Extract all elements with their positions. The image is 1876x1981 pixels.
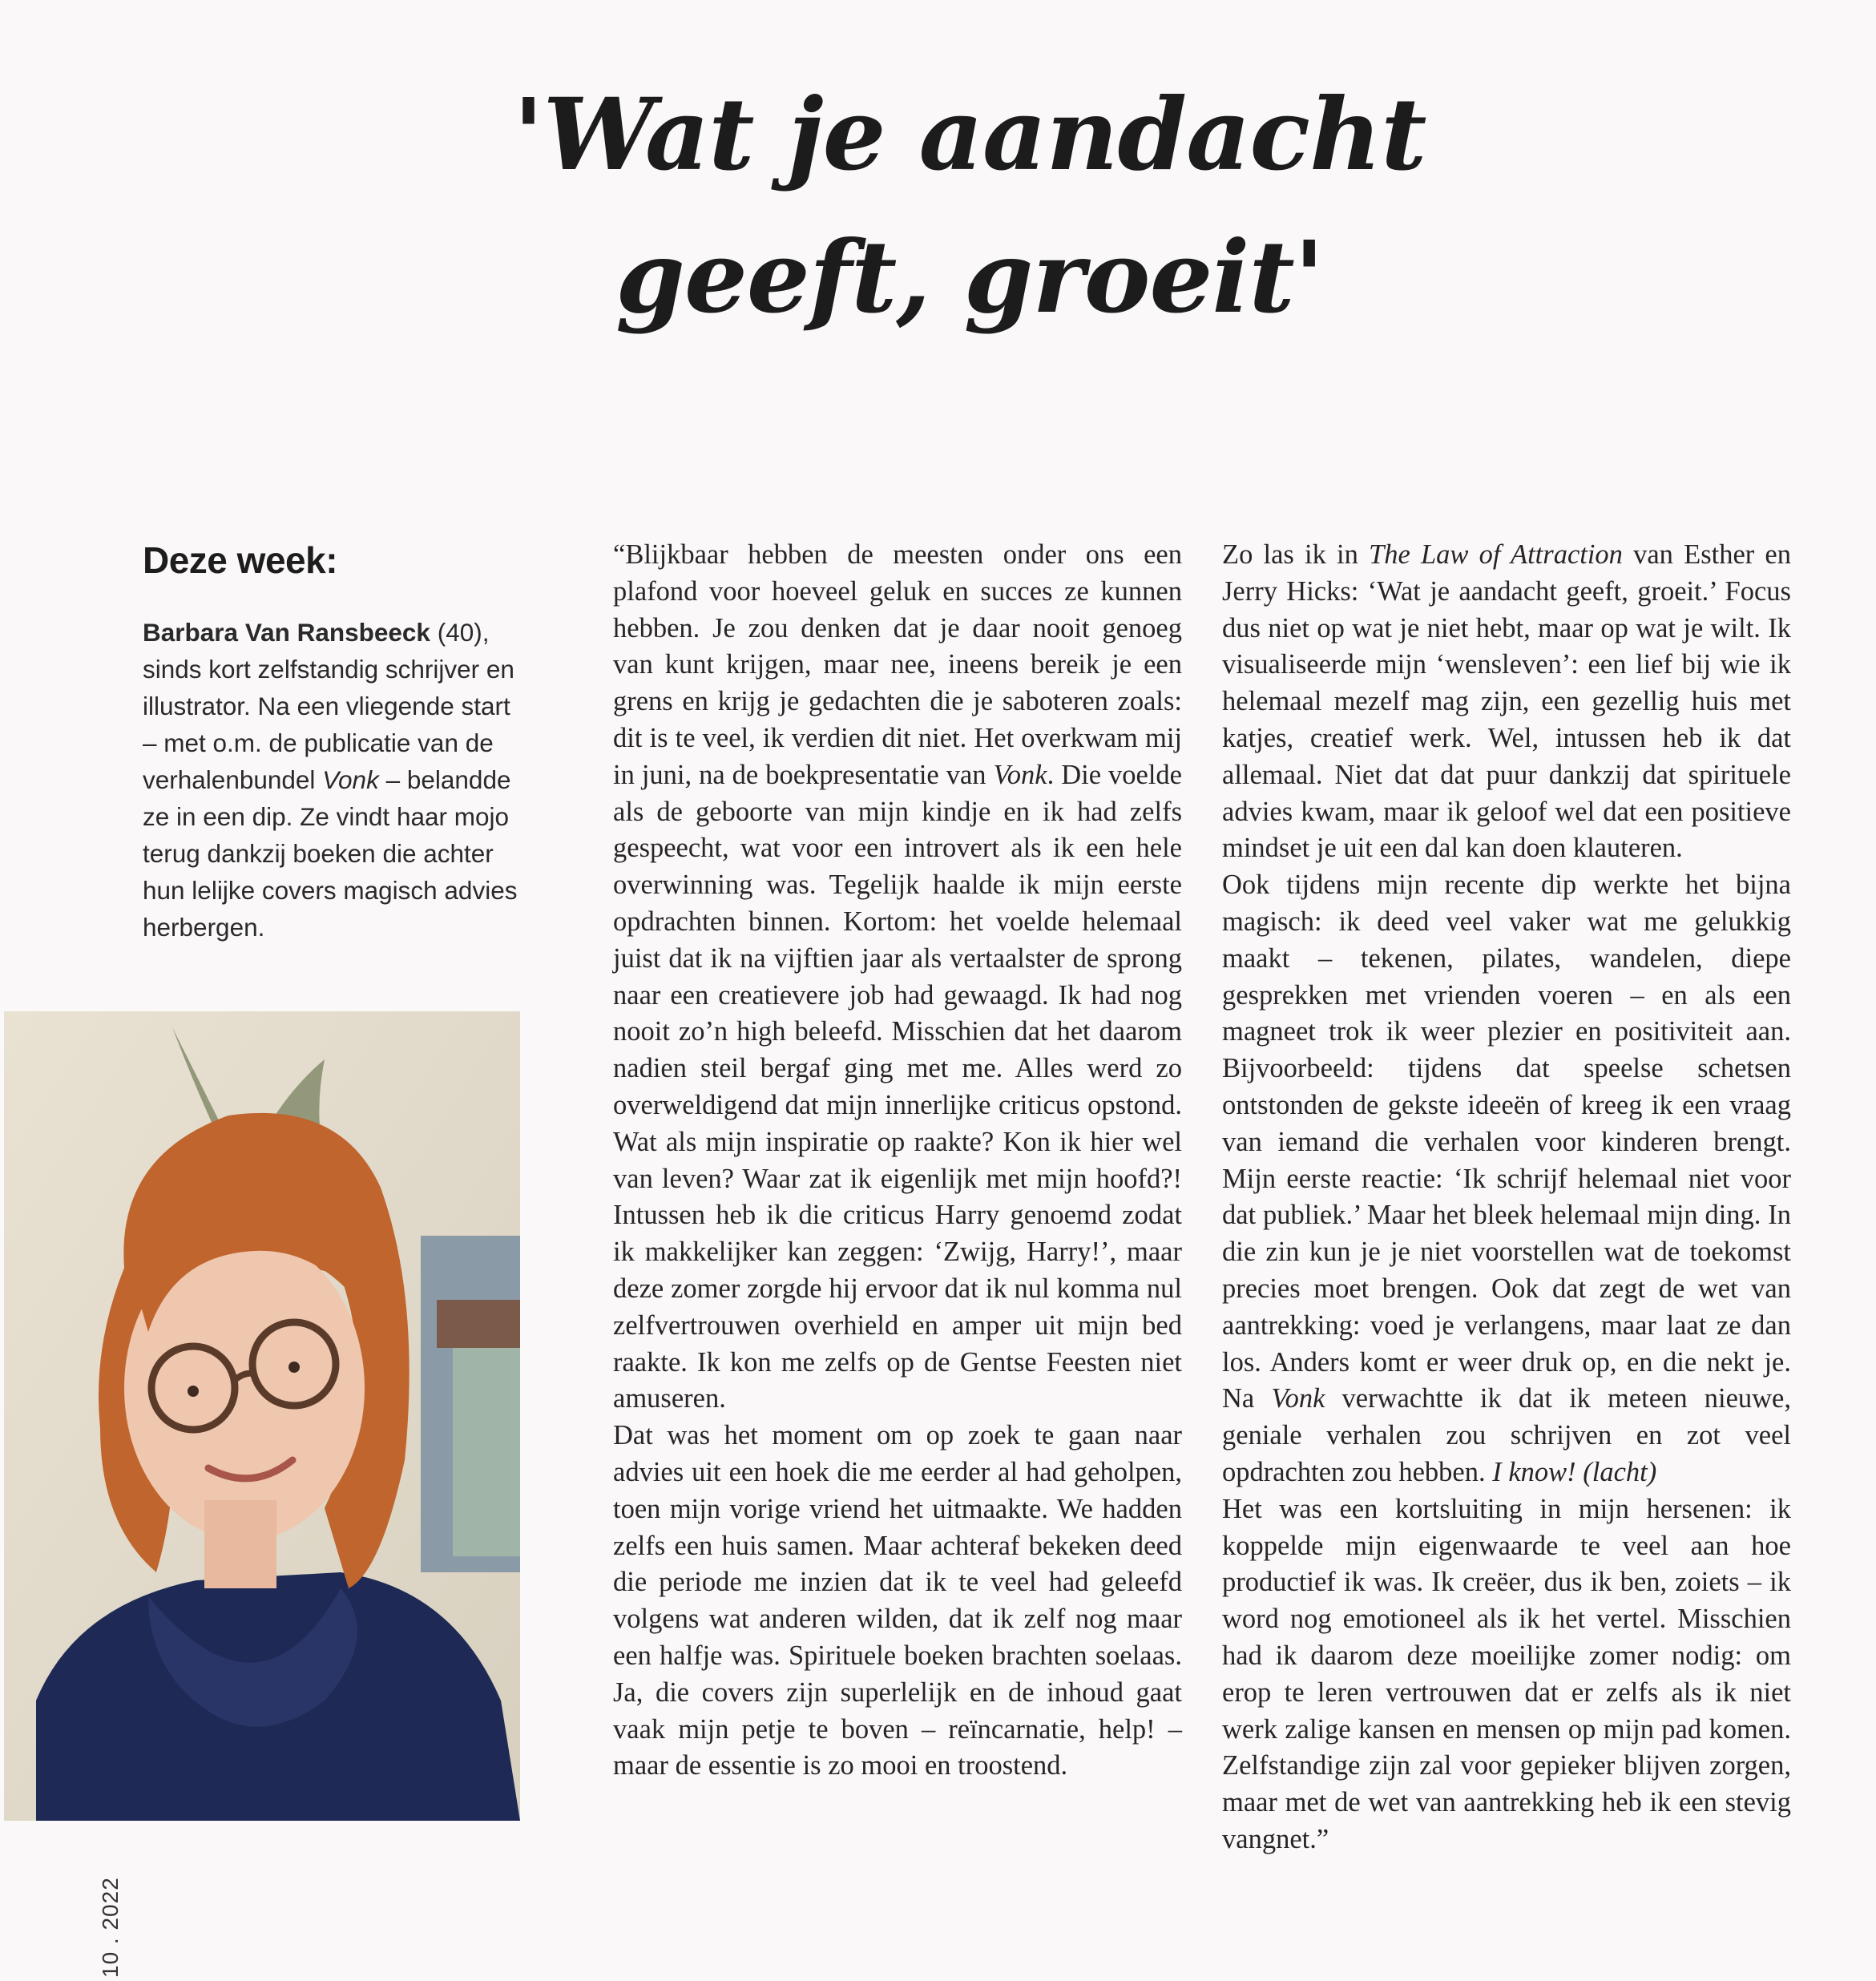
intro-book-title: Vonk — [322, 765, 379, 794]
right-p1-book-title: The Law of Attraction — [1369, 539, 1623, 570]
right-p2-exclamation: I know! (lacht) — [1492, 1456, 1657, 1487]
intro-age: (40), — [430, 618, 490, 647]
intro-paragraph — [143, 614, 527, 946]
intro-text-2: – belandde ze in een dip. Ze vindt haar mojo terug dankzij boeken die achter hun lelijke covers magisch advies herbergen. — [143, 765, 518, 942]
right-p1-text-b: van Esther en Jerry Hicks: ‘Wat je aandacht geeft, groeit.’ Focus dus niet op wat je niet hebt, maar op wat je wilt. Ik visualiseerde mijn ‘wensleven’: een lief bij wie ik helemaal mezelf mag zijn, een gezellig huis met katjes, creatief werk. Wel, intussen heb ik dat allemaal. Niet dat dat puur dankzij dat spirituele advies kwam, maar ik geloof wel dat een positieve mindset je uit een dal kan doen klauteren. — [1222, 539, 1791, 864]
portrait-photo — [4, 1011, 520, 1821]
intro-name: Barbara Van Ransbeeck — [143, 618, 430, 647]
right-p2-text-b: verwachtte ik dat ik meteen nieuwe, geniale verhalen zou schrijven en zot veel opdrachten zou hebben. — [1222, 1383, 1791, 1487]
right-paragraph-2 — [1222, 867, 1791, 1491]
middle-p1-text-a: “Blijkbaar hebben de meesten onder ons een plafond voor hoeveel geluk en succes ze kunnen hebben. Je zou denken dat je daar nooit genoeg van kunt krijgen, maar nee, ineens bereik je een grens en krijg je gedachten die je saboteren zoals: dit is te veel, ik verdien dit niet. Het overkwam mij in juni, na de boekpresentatie van — [613, 539, 1182, 790]
middle-p1-book-title: Vonk — [993, 759, 1047, 790]
right-p2-text-a: Ook tijdens mijn recente dip werkte het bijna magisch: ik deed veel vaker wat me gelukkig maakt – tekenen, pilates, wandelen, diepe gesprekken met vrienden voeren – en als een magneet trok ik weer plezier en positiviteit aan. Bijvoorbeeld: tijdens dat speelse schetsen ontstonden de gekste ideeën of kreeg ik een vraag van iemand die verhalen voor kinderen brengt. Mijn eerste reactie: ‘Ik schrijf helemaal niet voor dat publiek.’ Maar het bleek helemaal mijn ding. In die zin kun je je niet voorstellen wat de toekomst precies moet brengen. Ook dat zegt de wet van aantrekking: voed je verlangens, maar laat ze dan los. Anders komt er weer druk op, en die nekt je. Na — [1222, 869, 1791, 1414]
page-date: 10 . 2022 — [98, 1877, 123, 1978]
middle-paragraph-1 — [613, 537, 1182, 1418]
intro-sidebar — [143, 539, 527, 946]
article-column-right — [1222, 537, 1791, 1858]
article-column-middle — [613, 537, 1182, 1785]
sidebar-heading: Deze week: — [143, 539, 338, 581]
middle-paragraph-2: Dat was het moment om op zoek te gaan naar advies uit een hoek die me eerder al had geholpen, toen mijn vorige vriend het uitmaakte. We hadden zelfs een huis samen. Maar achteraf bekeken deed die periode me inzien dat ik te veel had geleefd volgens wat anderen wilden, dat ik zelf nog maar een halfje was. Spirituele boeken brachten soelaas. Ja, die covers zijn superlelijk en de inhoud gaat vaak mijn petje te boven – reïncarnatie, help! – maar de essentie is zo mooi en troostend. — [613, 1420, 1182, 1781]
article-headline — [513, 64, 1426, 349]
portrait-illustration — [4, 1011, 520, 1821]
middle-p1-text-b: . Die voelde als de geboorte van mijn kindje en ik had zelfs gespeecht, wat voor een introvert als ik een hele overwinning was. Tegelijk haalde ik mijn eerste opdrachten binnen. Kortom: het voelde helemaal juist dat ik na vijftien jaar als vertaalster de sprong naar een creatievere job had gewaagd. Ik had nog nooit zo’n high beleefd. Misschien dat het daarom nadien steil bergaf ging met me. Alles werd zo overweldigend dat mijn innerlijke criticus opstond. Wat als mijn inspiratie op raakte? Kon ik hier wel van leven? Waar zat ik eigenlijk met mijn hoofd?! Intussen heb ik die criticus Harry genoemd zodat ik makkelijker kan zeggen: ‘Zwijg, Harry!’, maar deze zomer zorgde hij ervoor dat ik nul komma nul zelfvertrouwen overhield en amper uit mijn bed raakte. Ik kon me zelfs op de Gentse Feesten niet amuseren. — [613, 759, 1182, 1414]
right-p2-book-title: Vonk — [1271, 1383, 1325, 1414]
right-paragraph-1 — [1222, 537, 1791, 867]
right-p1-text-a: Zo las ik in — [1222, 539, 1370, 570]
headline-line-2: geeft, groeit' — [615, 220, 1324, 336]
headline-line-1: 'Wat je aandacht — [513, 77, 1426, 193]
right-paragraph-3: Het was een kortsluiting in mijn hersenen: ik koppelde mijn eigenwaarde te veel aan hoe productief ik was. Ik creëer, dus ik ben, zoiets – ik word nog emotioneel als ik het vertel. Misschien had ik daarom deze moeilijke zomer nodig: om erop te leren vertrouwen dat er zelfs als ik niet werk zalige kansen en mensen op mijn pad komen. Zelfstandige zijn zal voor gepieker blijven zorgen, maar met de wet van aantrekking heb ik een stevig vangnet.” — [1222, 1493, 1791, 1854]
intro-text-1: sinds kort zelfstandig schrijver en illustrator. Na een vliegende start – met o.m. de publicatie van de verhalenbundel — [143, 655, 514, 794]
